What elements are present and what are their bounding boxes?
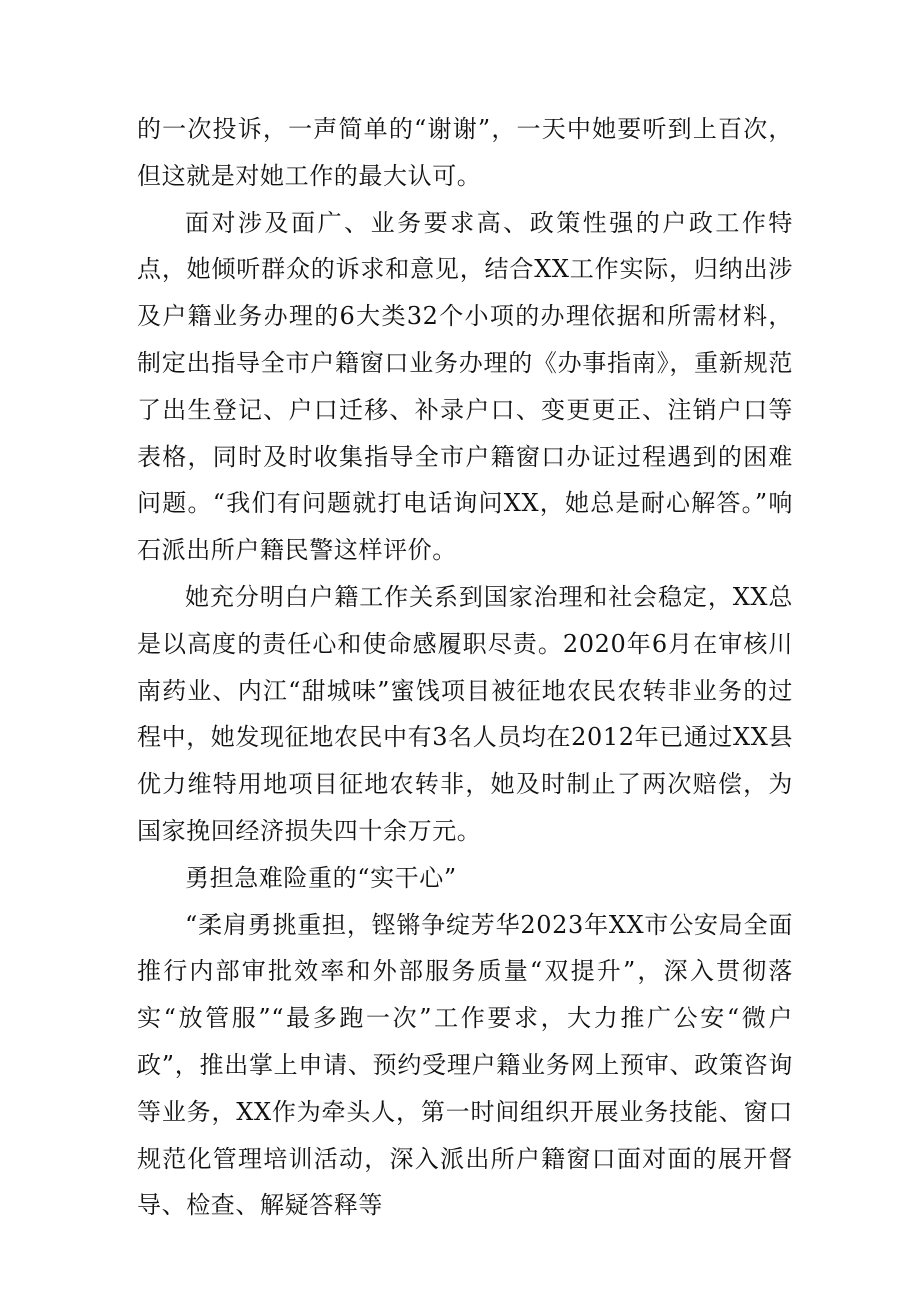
paragraph-work-guide: 面对涉及面广、业务要求高、政策性强的户政工作特点，她倾听群众的诉求和意见，结合XX工作实际，归纳出涉及户籍业务办理的6大类32个小项的办理依据和所需材料，制定出指导全市户籍窗口业务办理的《办事指南》，重新规范了出生登记、户口迁移、补录户口、变更更正、注销户口等表格，同时及时收集指导全市户籍窗口办证过程遇到的困难问题。“我们有问题就打电话询问XX，她总是耐心解答。”响石派出所户籍民警这样评价。 — [137, 208, 793, 565]
paragraph-responsibility: 她充分明白户籍工作关系到国家治理和社会稳定，XX总是以高度的责任心和使命感履职尽责。2020年6月在审核川南药业、内江“甜城味”蜜饯项目被征地农民农转非业务的过程中，她发现征地农民中有3名人员均在2012年已通过XX县优力维特用地项目征地农转非，她及时制止了两次赔偿，为国家挽回经济损失四十余万元。 — [137, 582, 793, 845]
paragraph-initiative: “柔肩勇挑重担，铿锵争绽芳华2023年XX市公安局全面推行内部审批效率和外部服务质量“双提升”，深入贯彻落实“放管服”“最多跑一次”工作要求，大力推广公安“微户政”，推出掌上申请、预约受理户籍业务网上预审、政策咨询等业务，XX作为牵头人，第一时间组织开展业务技能、窗口规范化管理培训活动，深入派出所户籍窗口面对面的展开督导、检查、解疑答释等 — [137, 910, 793, 1220]
section-heading: 勇担急难险重的“实干心” — [185, 863, 457, 892]
document-body — [137, 106, 793, 1229]
paragraph-continuation: 的一次投诉，一声简单的“谢谢”，一天中她要听到上百次，但这就是对她工作的最大认可。 — [137, 115, 793, 190]
